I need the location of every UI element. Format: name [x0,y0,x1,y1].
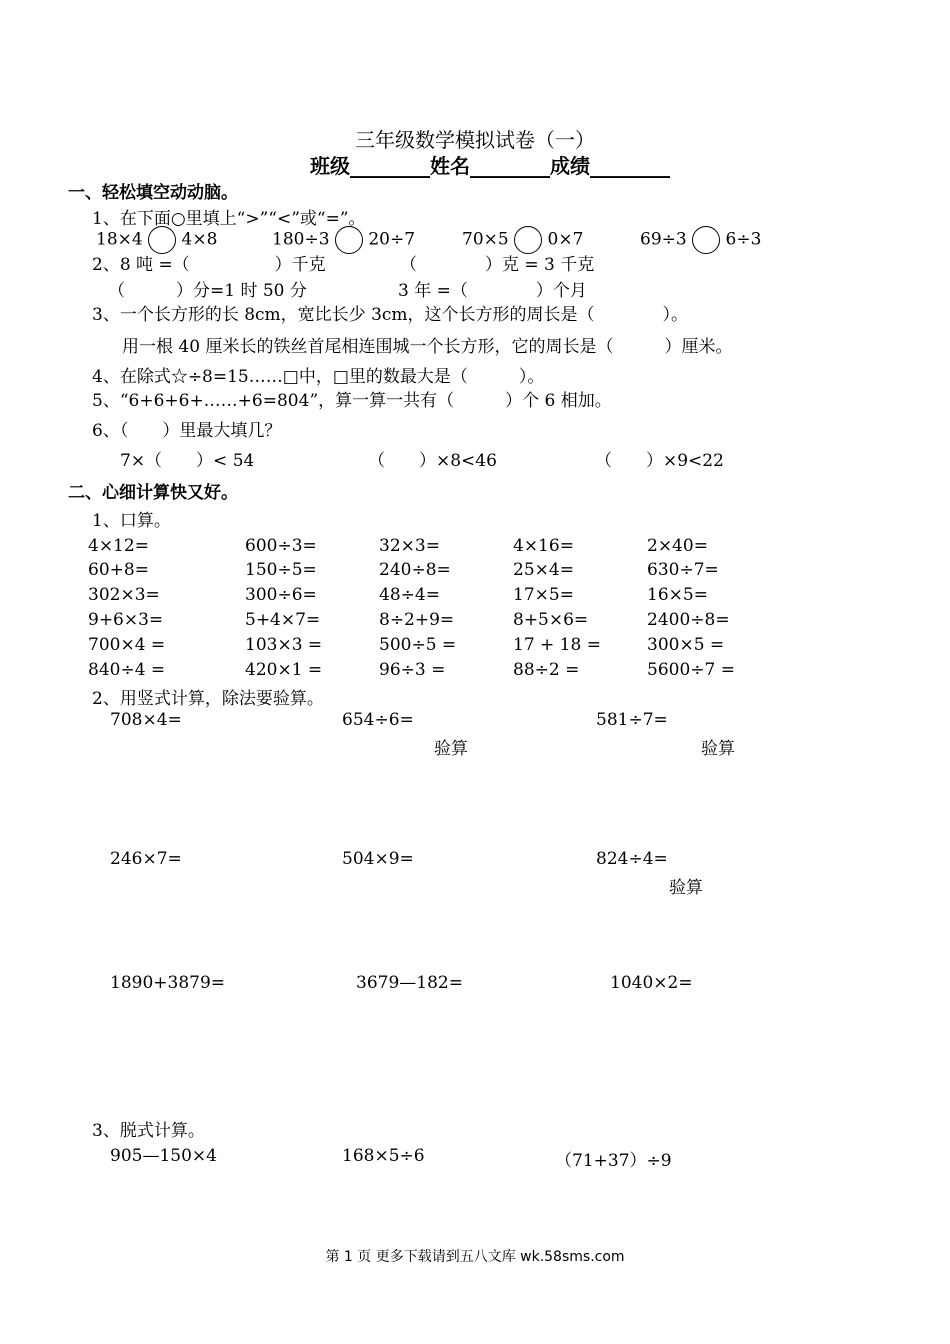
oral-cell: 8÷2+9= [379,610,455,630]
oral-cell: 4×16= [513,536,574,556]
oral-cell: 302×3= [88,585,160,605]
oral-cell: 700×4 = [88,635,166,655]
vertical-problem: 3679—182= [356,973,463,993]
vertical-problem: 824÷4= [596,849,668,869]
oral-label: 1、口算。 [92,511,171,531]
compare-circle[interactable] [692,226,720,254]
oral-cell: 300×5 = [647,635,725,655]
compare-item: 70×5 0×7 [462,226,583,254]
oral-cell: 25×4= [513,560,574,580]
q2-line2a: （ ）分=1 时 50 分 [108,281,307,301]
oral-cell: 240÷8= [379,560,451,580]
vertical-problem: 1890+3879= [110,973,226,993]
oral-cell: 5600÷7 = [647,660,735,680]
section1-heading: 一、轻松填空动动脑。 [68,183,238,203]
oral-cell: 48÷4= [379,585,440,605]
stepwise-problem: 168×5÷6 [342,1146,425,1166]
vertical-problem: 246×7= [110,849,182,869]
oral-cell: 2×40= [647,536,708,556]
oral-cell: 88÷2 = [513,660,580,680]
compare-item: 180÷3 20÷7 [272,226,415,254]
compare-circle[interactable] [335,226,363,254]
section2-heading: 二、心细计算快又好。 [68,483,238,503]
stepwise-problem: 905—150×4 [110,1146,217,1166]
vertical-problem: 504×9= [342,849,414,869]
q4-text: 4、在除式☆÷8=15……□中，□里的数最大是（ ）。 [92,367,545,387]
student-info-line: 班级________姓名________成绩________ [310,154,670,178]
oral-cell: 500÷5 = [379,635,457,655]
q6-item: （ ）×8<46 [368,451,497,471]
vertical-problem: 708×4= [110,710,182,730]
oral-cell: 9+6×3= [88,610,164,630]
oral-cell: 96÷3 = [379,660,446,680]
oral-cell: 8+5×6= [513,610,589,630]
stepwise-problem: （71+37）÷9 [555,1151,672,1171]
oral-cell: 17 + 18 = [513,635,601,655]
oral-cell: 840÷4 = [88,660,166,680]
q2-line1a: 2、8 吨 =（ ）千克 [92,255,326,275]
oral-cell: 2400÷8= [647,610,730,630]
page-title: 三年级数学模拟试卷（一） [355,128,595,152]
oral-cell: 60+8= [88,560,149,580]
oral-cell: 150÷5= [245,560,317,580]
vertical-problem: 654÷6= [342,710,414,730]
oral-cell: 103×3 = [245,635,323,655]
q6-text: 6、（ ）里最大填几？ [92,421,282,441]
oral-cell: 630÷7= [647,560,719,580]
check-label: 验算 [669,878,703,898]
vertical-label: 2、用竖式计算，除法要验算。 [92,689,324,709]
oral-cell: 5+4×7= [245,610,321,630]
oral-cell: 17×5= [513,585,574,605]
oral-cell: 32×3= [379,536,440,556]
oral-cell: 600÷3= [245,536,317,556]
check-label: 验算 [434,739,468,759]
oral-cell: 300÷6= [245,585,317,605]
q6-item: 7×（ ）< 54 [120,451,255,471]
q2-line2b: 3 年 =（ ）个月 [398,281,587,301]
check-label: 验算 [701,739,735,759]
vertical-problem: 581÷7= [596,710,668,730]
q6-item: （ ）×9<22 [595,451,724,471]
q1-text: 1、在下面○里填上“>”“<”或“=”。 [92,209,366,229]
stepwise-label: 3、脱式计算。 [92,1121,205,1141]
oral-cell: 16×5= [647,585,708,605]
vertical-problem: 1040×2= [610,973,693,993]
compare-item: 18×4 4×8 [96,226,217,254]
q3-line2: 用一根 40 厘米长的铁丝首尾相连围城一个长方形，它的周长是（ ）厘米。 [122,337,733,357]
q3-line1: 3、一个长方形的长 8cm，宽比长少 3cm，这个长方形的周长是（ ）。 [92,305,689,325]
page-footer: 第 1 页 更多下载请到五八文库 wk.58sms.com [325,1249,625,1265]
q5-text: 5、“6+6+6+……+6=804”，算一算一共有（ ）个 6 相加。 [92,391,612,411]
compare-item: 69÷3 6÷3 [640,226,761,254]
q2-line1b: （ ）克 = 3 千克 [400,255,595,275]
oral-cell: 420×1 = [245,660,323,680]
oral-cell: 4×12= [88,536,149,556]
